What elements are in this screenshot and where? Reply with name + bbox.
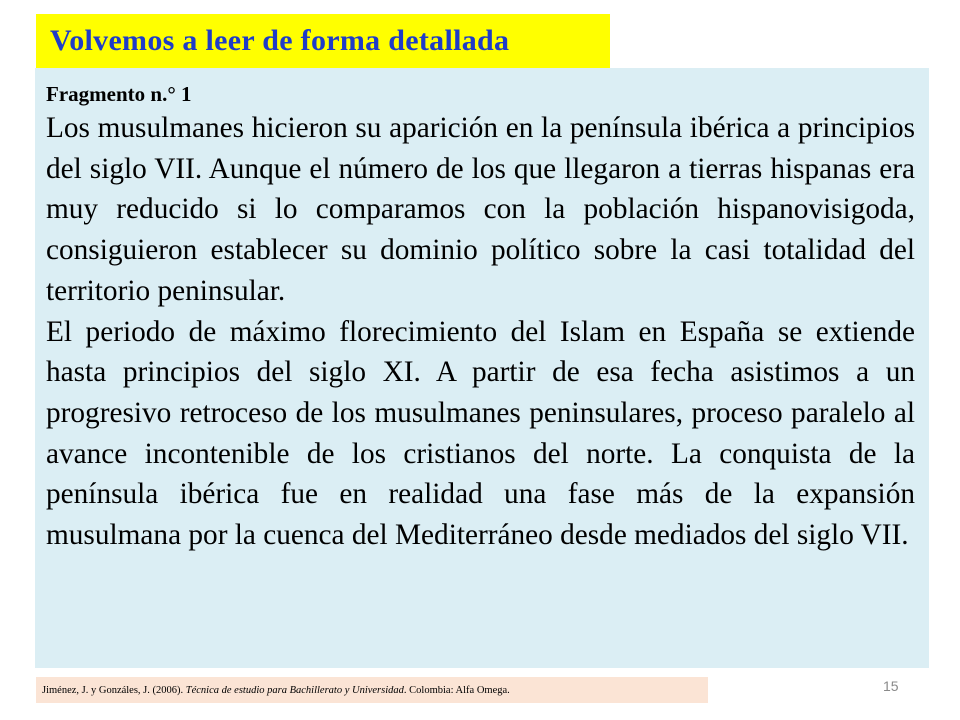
citation-authors: Jiménez, J. y Gonzáles, J. (2006). <box>42 684 186 696</box>
fragment-label: Fragmento n.° 1 <box>46 82 192 106</box>
citation-publisher: . Colombia: Alfa Omega. <box>403 684 510 696</box>
slide-title: Volvemos a leer de forma detallada <box>50 24 510 57</box>
fragment-panel <box>35 68 929 668</box>
paragraph-2: El periodo de máximo florecimiento del Islam en España se extiende hasta principios del siglo XI. A partir de esa fecha asistimos a un progresivo retroceso de los musulmanes peninsulares, proceso paralelo al avance incontenible de los cristianos del norte. La conquista de la península ibérica fue en realidad una fase más de la expansión musulmana por la cuenca del Mediterráneo desde mediados del siglo VII. <box>46 315 915 552</box>
title-banner <box>36 14 610 68</box>
paragraph-1: Los musulmanes hicieron su aparición en la península ibérica a principios del siglo VII. Aunque el número de los que llegaron a tierras hispanas era muy reducido si lo comparamos con la población hispanovisigoda, consiguieron establecer su dominio político sobre la casi totalidad del territorio peninsular. <box>46 112 915 307</box>
citation-work-title: Técnica de estudio para Bachillerato y Universidad <box>185 684 404 696</box>
citation-text <box>42 685 510 696</box>
page-number: 15 <box>883 678 899 694</box>
citation-footer <box>36 677 708 703</box>
